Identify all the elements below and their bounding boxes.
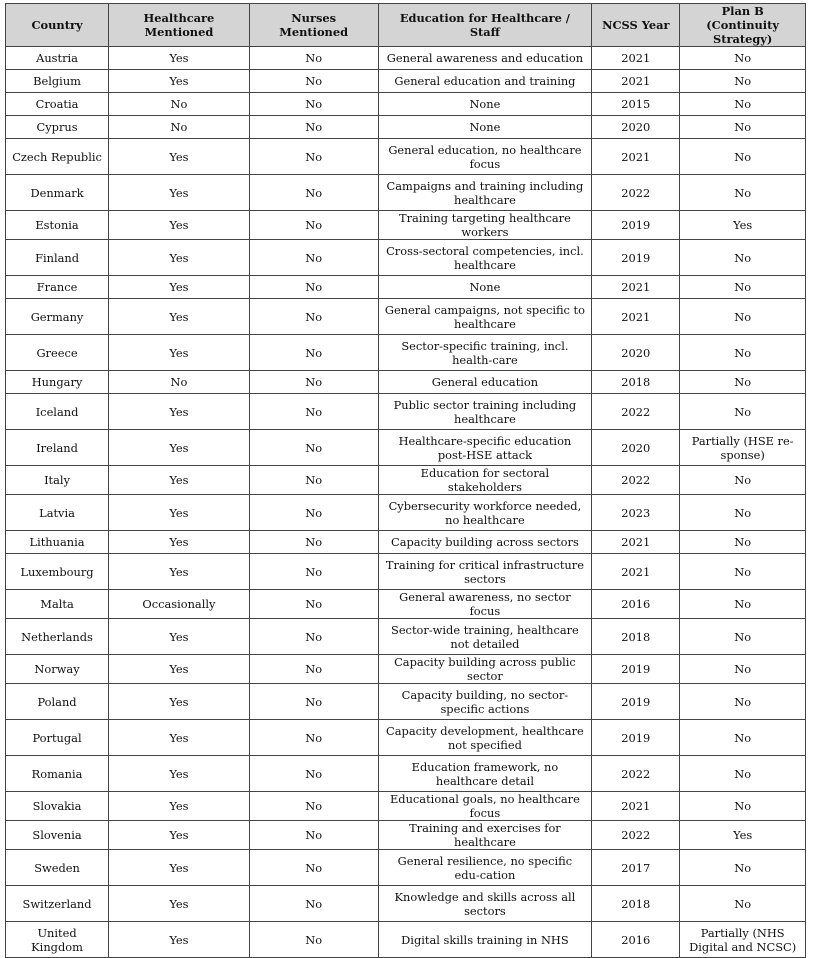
table-row	[6, 821, 806, 850]
cell-education: None	[378, 276, 592, 299]
cell-education: General education, no healthcare focus	[378, 139, 592, 175]
cell-healthcare-mentioned: Yes	[109, 240, 250, 276]
cell-education: Education framework, no healthcare detail	[378, 756, 592, 792]
cell-nurses-mentioned: No	[249, 720, 378, 756]
cell-healthcare-mentioned: Yes	[109, 47, 250, 70]
cell-country: Austria	[6, 47, 109, 70]
cell-country: Portugal	[6, 720, 109, 756]
cell-nurses-mentioned: No	[249, 47, 378, 70]
cell-ncss-year: 2018	[592, 619, 680, 655]
header-plan-b: Plan B (Continuity Strategy)	[680, 4, 806, 47]
cell-healthcare-mentioned: Yes	[109, 430, 250, 466]
table-row	[6, 495, 806, 531]
cell-plan-b: No	[680, 240, 806, 276]
cell-education: General education	[378, 371, 592, 394]
cell-ncss-year: 2021	[592, 299, 680, 335]
table-row	[6, 531, 806, 554]
cell-nurses-mentioned: No	[249, 590, 378, 619]
cell-ncss-year: 2018	[592, 371, 680, 394]
cell-healthcare-mentioned: Yes	[109, 531, 250, 554]
cell-nurses-mentioned: No	[249, 756, 378, 792]
cell-nurses-mentioned: No	[249, 821, 378, 850]
cell-plan-b: No	[680, 495, 806, 531]
cell-nurses-mentioned: No	[249, 850, 378, 886]
cell-plan-b: No	[680, 70, 806, 93]
cell-country: Italy	[6, 466, 109, 495]
cell-healthcare-mentioned: Yes	[109, 821, 250, 850]
cell-education: Training for critical infrastructure sectors	[378, 554, 592, 590]
cell-ncss-year: 2021	[592, 531, 680, 554]
cell-ncss-year: 2021	[592, 70, 680, 93]
cell-plan-b: No	[680, 590, 806, 619]
cell-ncss-year: 2020	[592, 116, 680, 139]
header-country: Country	[6, 4, 109, 47]
cell-country: Denmark	[6, 175, 109, 211]
cell-nurses-mentioned: No	[249, 792, 378, 821]
cell-plan-b: No	[680, 93, 806, 116]
cell-healthcare-mentioned: Yes	[109, 466, 250, 495]
cell-country: Greece	[6, 335, 109, 371]
cell-country: Romania	[6, 756, 109, 792]
cell-nurses-mentioned: No	[249, 886, 378, 922]
table-row	[6, 93, 806, 116]
cell-country: Switzerland	[6, 886, 109, 922]
cell-country: Slovenia	[6, 821, 109, 850]
cell-ncss-year: 2022	[592, 821, 680, 850]
cell-education: Training and exercises for healthcare	[378, 821, 592, 850]
cell-nurses-mentioned: No	[249, 211, 378, 240]
table-row	[6, 655, 806, 684]
cell-country: Luxembourg	[6, 554, 109, 590]
cell-country: Netherlands	[6, 619, 109, 655]
cell-education: Digital skills training in NHS	[378, 922, 592, 958]
cell-education: Cross-sectoral competencies, incl. healthcare	[378, 240, 592, 276]
cell-country: United Kingdom	[6, 922, 109, 958]
cell-ncss-year: 2022	[592, 175, 680, 211]
cell-country: Norway	[6, 655, 109, 684]
cell-nurses-mentioned: No	[249, 371, 378, 394]
cell-country: Czech Republic	[6, 139, 109, 175]
cell-healthcare-mentioned: Yes	[109, 850, 250, 886]
cell-ncss-year: 2019	[592, 684, 680, 720]
cell-healthcare-mentioned: Yes	[109, 211, 250, 240]
cell-education: Campaigns and training including healthcare	[378, 175, 592, 211]
cell-plan-b: No	[680, 466, 806, 495]
cell-country: Ireland	[6, 430, 109, 466]
cell-ncss-year: 2019	[592, 720, 680, 756]
ncss-comparison-table	[5, 3, 806, 958]
cell-country: Hungary	[6, 371, 109, 394]
table-row	[6, 619, 806, 655]
cell-education: Capacity building, no sector-specific actions	[378, 684, 592, 720]
cell-ncss-year: 2022	[592, 394, 680, 430]
cell-plan-b: Partially (NHS Digital and NCSC)	[680, 922, 806, 958]
cell-country: Latvia	[6, 495, 109, 531]
cell-healthcare-mentioned: Yes	[109, 335, 250, 371]
cell-nurses-mentioned: No	[249, 276, 378, 299]
cell-healthcare-mentioned: Yes	[109, 655, 250, 684]
cell-education: Sector-specific training, incl. health-care	[378, 335, 592, 371]
cell-nurses-mentioned: No	[249, 655, 378, 684]
header-row	[6, 4, 806, 47]
cell-plan-b: No	[680, 335, 806, 371]
cell-education: Training targeting healthcare workers	[378, 211, 592, 240]
table-row	[6, 139, 806, 175]
cell-nurses-mentioned: No	[249, 93, 378, 116]
cell-country: Estonia	[6, 211, 109, 240]
cell-education: Capacity development, healthcare not specified	[378, 720, 592, 756]
cell-nurses-mentioned: No	[249, 175, 378, 211]
cell-nurses-mentioned: No	[249, 70, 378, 93]
cell-nurses-mentioned: No	[249, 619, 378, 655]
cell-education: None	[378, 93, 592, 116]
table-row	[6, 371, 806, 394]
cell-plan-b: No	[680, 886, 806, 922]
cell-education: General awareness, no sector focus	[378, 590, 592, 619]
cell-healthcare-mentioned: Yes	[109, 922, 250, 958]
table-row	[6, 886, 806, 922]
cell-country: Cyprus	[6, 116, 109, 139]
cell-healthcare-mentioned: Yes	[109, 619, 250, 655]
header-ncss-year: NCSS Year	[592, 4, 680, 47]
cell-ncss-year: 2016	[592, 590, 680, 619]
table-row	[6, 175, 806, 211]
cell-country: Lithuania	[6, 531, 109, 554]
table-row	[6, 47, 806, 70]
cell-nurses-mentioned: No	[249, 430, 378, 466]
cell-healthcare-mentioned: Yes	[109, 276, 250, 299]
cell-country: Poland	[6, 684, 109, 720]
cell-plan-b: No	[680, 850, 806, 886]
cell-country: Germany	[6, 299, 109, 335]
table-row	[6, 430, 806, 466]
cell-ncss-year: 2017	[592, 850, 680, 886]
cell-education: Cybersecurity workforce needed, no healthcare	[378, 495, 592, 531]
cell-healthcare-mentioned: Occasionally	[109, 590, 250, 619]
cell-ncss-year: 2015	[592, 93, 680, 116]
cell-education: Capacity building across public sector	[378, 655, 592, 684]
table-row	[6, 299, 806, 335]
table-row	[6, 276, 806, 299]
table-row	[6, 850, 806, 886]
cell-healthcare-mentioned: Yes	[109, 175, 250, 211]
cell-plan-b: No	[680, 619, 806, 655]
cell-nurses-mentioned: No	[249, 554, 378, 590]
table-row	[6, 335, 806, 371]
cell-plan-b: No	[680, 720, 806, 756]
table-body	[6, 47, 806, 958]
cell-plan-b: No	[680, 394, 806, 430]
cell-plan-b: No	[680, 792, 806, 821]
cell-nurses-mentioned: No	[249, 922, 378, 958]
cell-ncss-year: 2022	[592, 466, 680, 495]
table-row	[6, 116, 806, 139]
cell-education: None	[378, 116, 592, 139]
header-education: Education for Healthcare / Staff	[378, 4, 592, 47]
cell-plan-b: No	[680, 371, 806, 394]
cell-education: General awareness and education	[378, 47, 592, 70]
cell-education: General resilience, no specific edu-cation	[378, 850, 592, 886]
cell-healthcare-mentioned: No	[109, 116, 250, 139]
cell-healthcare-mentioned: Yes	[109, 886, 250, 922]
cell-healthcare-mentioned: Yes	[109, 495, 250, 531]
cell-plan-b: No	[680, 47, 806, 70]
cell-plan-b: Yes	[680, 211, 806, 240]
table-row	[6, 394, 806, 430]
table-container	[5, 3, 806, 958]
cell-country: Sweden	[6, 850, 109, 886]
cell-nurses-mentioned: No	[249, 466, 378, 495]
table-row	[6, 70, 806, 93]
cell-education: Education for sectoral stakeholders	[378, 466, 592, 495]
cell-ncss-year: 2022	[592, 756, 680, 792]
cell-ncss-year: 2018	[592, 886, 680, 922]
table-row	[6, 590, 806, 619]
table-row	[6, 792, 806, 821]
cell-healthcare-mentioned: Yes	[109, 756, 250, 792]
cell-country: Croatia	[6, 93, 109, 116]
header-healthcare-mentioned: Healthcare Mentioned	[109, 4, 250, 47]
cell-education: Capacity building across sectors	[378, 531, 592, 554]
cell-nurses-mentioned: No	[249, 495, 378, 531]
cell-healthcare-mentioned: Yes	[109, 720, 250, 756]
cell-country: Finland	[6, 240, 109, 276]
cell-plan-b: No	[680, 756, 806, 792]
cell-healthcare-mentioned: Yes	[109, 792, 250, 821]
table-row	[6, 922, 806, 958]
cell-plan-b: No	[680, 116, 806, 139]
cell-healthcare-mentioned: Yes	[109, 139, 250, 175]
cell-plan-b: No	[680, 276, 806, 299]
cell-healthcare-mentioned: Yes	[109, 554, 250, 590]
cell-ncss-year: 2021	[592, 139, 680, 175]
cell-ncss-year: 2019	[592, 655, 680, 684]
cell-ncss-year: 2021	[592, 276, 680, 299]
cell-nurses-mentioned: No	[249, 335, 378, 371]
table-row	[6, 554, 806, 590]
cell-plan-b: Partially (HSE re-sponse)	[680, 430, 806, 466]
cell-nurses-mentioned: No	[249, 531, 378, 554]
cell-healthcare-mentioned: Yes	[109, 70, 250, 93]
cell-healthcare-mentioned: No	[109, 93, 250, 116]
table-row	[6, 684, 806, 720]
cell-country: France	[6, 276, 109, 299]
cell-healthcare-mentioned: Yes	[109, 299, 250, 335]
cell-plan-b: No	[680, 655, 806, 684]
cell-education: General education and training	[378, 70, 592, 93]
cell-ncss-year: 2020	[592, 430, 680, 466]
cell-plan-b: No	[680, 299, 806, 335]
cell-nurses-mentioned: No	[249, 139, 378, 175]
cell-ncss-year: 2021	[592, 792, 680, 821]
cell-ncss-year: 2019	[592, 240, 680, 276]
table-row	[6, 240, 806, 276]
cell-education: Public sector training including healthcare	[378, 394, 592, 430]
cell-nurses-mentioned: No	[249, 299, 378, 335]
table-row	[6, 211, 806, 240]
cell-plan-b: No	[680, 684, 806, 720]
cell-healthcare-mentioned: Yes	[109, 394, 250, 430]
cell-nurses-mentioned: No	[249, 684, 378, 720]
cell-nurses-mentioned: No	[249, 394, 378, 430]
cell-plan-b: No	[680, 554, 806, 590]
cell-healthcare-mentioned: No	[109, 371, 250, 394]
cell-ncss-year: 2021	[592, 554, 680, 590]
cell-plan-b: No	[680, 139, 806, 175]
table-row	[6, 720, 806, 756]
cell-ncss-year: 2020	[592, 335, 680, 371]
cell-plan-b: Yes	[680, 821, 806, 850]
cell-education: Sector-wide training, healthcare not detailed	[378, 619, 592, 655]
table-row	[6, 466, 806, 495]
cell-country: Iceland	[6, 394, 109, 430]
cell-education: General campaigns, not specific to healthcare	[378, 299, 592, 335]
cell-ncss-year: 2023	[592, 495, 680, 531]
cell-country: Belgium	[6, 70, 109, 93]
header-nurses-mentioned: Nurses Mentioned	[249, 4, 378, 47]
cell-ncss-year: 2019	[592, 211, 680, 240]
table-header	[6, 4, 806, 47]
cell-education: Educational goals, no healthcare focus	[378, 792, 592, 821]
cell-plan-b: No	[680, 531, 806, 554]
cell-country: Malta	[6, 590, 109, 619]
cell-nurses-mentioned: No	[249, 240, 378, 276]
cell-education: Knowledge and skills across all sectors	[378, 886, 592, 922]
cell-country: Slovakia	[6, 792, 109, 821]
table-row	[6, 756, 806, 792]
cell-ncss-year: 2021	[592, 47, 680, 70]
cell-ncss-year: 2016	[592, 922, 680, 958]
cell-nurses-mentioned: No	[249, 116, 378, 139]
cell-education: Healthcare-specific education post-HSE attack	[378, 430, 592, 466]
cell-plan-b: No	[680, 175, 806, 211]
cell-healthcare-mentioned: Yes	[109, 684, 250, 720]
